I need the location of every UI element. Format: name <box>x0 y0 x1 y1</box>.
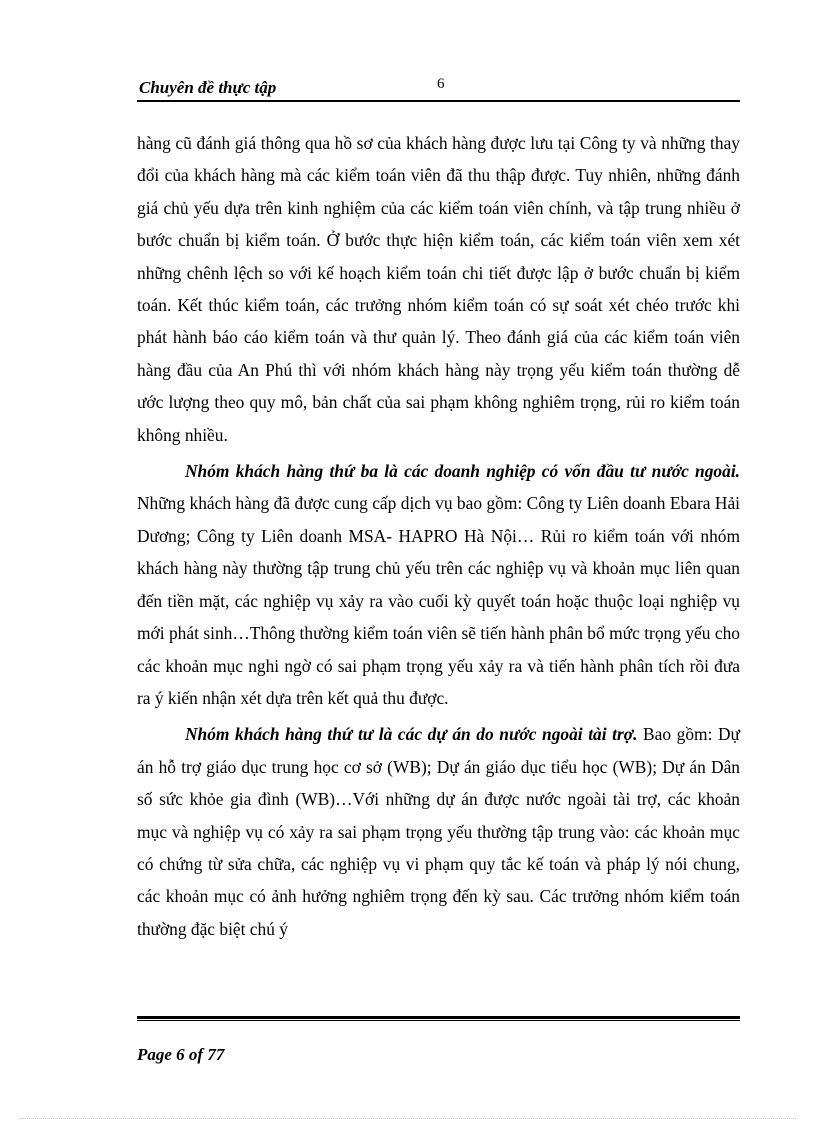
footer-page-label: Page 6 of 77 <box>137 1045 225 1064</box>
paragraph-3 <box>137 718 740 945</box>
page-bottom-divider <box>20 1118 796 1119</box>
paragraph-text: Bao gồm: Dự án hỗ trợ giáo dục trung học cơ sở (WB); Dự án giáo dục tiểu học (WB); Dự án Dân số sức khỏe gia đình (WB)…Với những dự án được nước ngoài tài trợ, các khoản mục và nghiệp vụ có xảy ra sai phạm trọng yếu thường tập trung vào: các khoản mục có chứng từ sửa chữa, các nghiệp vụ vi phạm quy tắc kế toán và pháp lý nói chung, các khoản mục có ảnh hưởng nghiêm trọng đến kỳ sau. Các trưởng nhóm kiểm toán thường đặc biệt chú ý <box>137 724 740 939</box>
paragraph-text: hàng cũ đánh giá thông qua hồ sơ của khách hàng được lưu tại Công ty và những thay đổi của khách hàng mà các kiểm toán viên đã thu thập được. Tuy nhiên, những đánh giá chủ yếu dựa trên kinh nghiệm của các kiểm toán viên chính, và tập trung nhiều ở bước chuẩn bị kiểm toán. Ở bước thực hiện kiểm toán, các kiểm toán viên xem xét những chênh lệch so với kế hoạch kiểm toán chi tiết được lập ở bước chuẩn bị kiểm toán. Kết thúc kiểm toán, các trưởng nhóm kiểm toán có sự soát xét chéo trước khi phát hành báo cáo kiểm toán và thư quản lý. Theo đánh giá của các kiểm toán viên hàng đầu của An Phú thì với nhóm khách hàng này trọng yếu kiểm toán thường dễ ước lượng theo quy mô, bản chất của sai phạm không nghiêm trọng, rủi ro kiểm toán không nhiều. <box>137 133 740 445</box>
paragraph-1 <box>137 127 740 451</box>
paragraph-lead: Nhóm khách hàng thứ tư là các dự án do nước ngoài tài trợ. <box>185 724 638 745</box>
page-header <box>137 74 740 102</box>
paragraph-lead: Nhóm khách hàng thứ ba là các doanh nghiệp có vốn đầu tư nước ngoài. <box>185 461 740 482</box>
footer-rule <box>137 1016 740 1021</box>
paragraph-text: Những khách hàng đã được cung cấp dịch vụ bao gồm: Công ty Liên doanh Ebara Hải Dương; Công ty Liên doanh MSA- HAPRO Hà Nội… Rủi ro kiểm toán với nhóm khách hàng này thường tập trung chủ yếu trên các nghiệp vụ và khoản mục liên quan đến tiền mặt, các nghiệp vụ xảy ra vào cuối kỳ quyết toán hoặc thuộc loại nghiệp vụ mới phát sinh…Thông thường kiểm toán viên sẽ tiến hành phân bổ mức trọng yếu cho các khoản mục nghi ngờ có sai phạm trọng yếu xảy ra và tiến hành phân tích rồi đưa ra ý kiến nhận xét dựa trên kết quả thu được. <box>137 493 740 708</box>
header-title: Chuyên đề thực tập <box>139 78 277 97</box>
body-text <box>137 127 740 949</box>
paragraph-2 <box>137 455 740 714</box>
header-page-number: 6 <box>437 76 445 92</box>
